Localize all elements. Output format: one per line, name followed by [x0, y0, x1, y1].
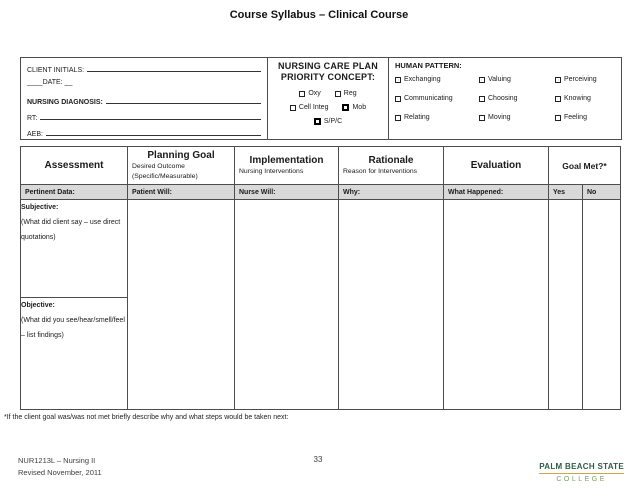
col-subtitle: Reason for Interventions — [343, 168, 418, 175]
prompt-yes: Yes — [549, 185, 583, 200]
checkbox-icon — [479, 96, 485, 102]
college-logo — [539, 456, 624, 483]
option-label: Reg — [343, 90, 357, 97]
priority-concept-title — [271, 61, 385, 83]
logo-text-college: COLLEGE — [556, 476, 607, 483]
col-title: Planning Goal — [147, 150, 215, 161]
option-label: Knowing — [564, 95, 591, 102]
nursing-diagnosis-line — [27, 95, 261, 111]
footer-course-info — [18, 455, 102, 479]
priority-row-1 — [271, 90, 385, 97]
col-title: Rationale — [368, 155, 414, 166]
option-label: Feeling — [564, 114, 587, 121]
priority-concept-title-line2: PRIORITY CONCEPT: — [280, 72, 376, 82]
checkbox-icon — [395, 77, 401, 83]
option-label: Relating — [404, 114, 430, 121]
checkbox-icon — [314, 118, 321, 125]
option-label: Mob — [352, 104, 367, 111]
table-body-row-subjective — [21, 200, 621, 298]
nursing-diagnosis-label: NURSING DIAGNOSIS: — [27, 99, 103, 106]
objective-cell — [21, 298, 128, 410]
option-label: Cell Integ — [298, 104, 329, 111]
checkbox-icon — [479, 77, 485, 83]
col-subtitle: (Specific/Measurable) — [132, 173, 198, 180]
human-pattern-grid — [395, 76, 617, 121]
col-subtitle: Nursing Interventions — [239, 168, 304, 175]
option-relating — [395, 114, 479, 121]
checkbox-icon — [395, 96, 401, 102]
human-pattern-box — [389, 58, 621, 139]
aeb-line — [27, 127, 261, 143]
priority-concept-box — [268, 58, 389, 139]
prompt-no: No — [583, 185, 621, 200]
col-title: Implementation — [249, 155, 324, 166]
col-title: Goal Met?* — [562, 160, 607, 171]
col-title: Evaluation — [470, 160, 522, 171]
human-pattern-title: HUMAN PATTERN: — [395, 61, 462, 70]
client-info-box — [21, 58, 268, 139]
rt-label: RT: — [27, 115, 38, 122]
goal-met-footnote: *If the client goal was/was not met briefly describe why and what steps would be taken next: — [4, 414, 289, 421]
page-number: 33 — [313, 455, 323, 464]
subjective-label: Subjective: — [21, 204, 59, 211]
checkbox-icon — [555, 115, 561, 121]
prompt-nurse-will: Nurse Will: — [235, 185, 339, 200]
checkbox-icon — [290, 105, 296, 111]
option-exchanging — [395, 76, 479, 83]
checkbox-icon — [395, 115, 401, 121]
checkbox-icon — [299, 91, 305, 97]
option-perceiving — [555, 76, 617, 83]
prompt-patient-will: Patient Will: — [128, 185, 235, 200]
subjective-cell — [21, 200, 128, 298]
footer-revised: Revised November, 2011 — [18, 468, 102, 477]
prompt-why: Why: — [339, 185, 444, 200]
checkbox-icon — [555, 96, 561, 102]
col-goal-met — [549, 147, 621, 185]
option-label: Choosing — [488, 95, 518, 102]
option-mob — [342, 104, 366, 111]
goal-met-yes-cell — [549, 200, 583, 410]
priority-row-2 — [271, 104, 385, 111]
aeb-label: AEB: — [27, 131, 43, 138]
option-label: Perceiving — [564, 76, 597, 83]
option-choosing — [479, 95, 555, 102]
objective-label: Objective: — [21, 302, 55, 309]
option-knowing — [555, 95, 617, 102]
goal-met-no-cell — [583, 200, 621, 410]
footer-course: NUR1213L – Nursing II — [18, 456, 96, 465]
date-line — [27, 79, 261, 95]
nursing-diagnosis-blank — [106, 95, 261, 104]
logo-text-palm-beach-state: PALM BEACH STATE — [539, 462, 624, 474]
table-prompt-row — [21, 185, 621, 200]
option-label: Valuing — [488, 76, 511, 83]
col-subtitle: Desired Outcome — [132, 163, 185, 170]
evaluation-entry-cell — [444, 200, 549, 410]
client-initials-line — [27, 63, 261, 79]
page-title: Course Syllabus – Clinical Course — [229, 9, 409, 21]
option-oxy — [299, 90, 320, 97]
checkbox-icon — [335, 91, 341, 97]
col-title: Assessment — [44, 160, 104, 171]
option-spc — [314, 118, 342, 125]
col-evaluation — [444, 147, 549, 185]
implementation-entry-cell — [235, 200, 339, 410]
col-planning-goal — [128, 147, 235, 185]
checkbox-icon — [555, 77, 561, 83]
option-cell-integ — [290, 104, 329, 111]
objective-hint: (What did you see/hear/smell/feel – list findings) — [21, 317, 125, 339]
option-moving — [479, 114, 555, 121]
prompt-what-happened: What Happened: — [444, 185, 549, 200]
rt-line — [27, 111, 261, 127]
option-valuing — [479, 76, 555, 83]
rt-blank — [40, 111, 261, 120]
checkbox-icon — [479, 115, 485, 121]
subjective-hint: (What did client say – use direct quotations) — [21, 219, 121, 241]
priority-concept-title-line1: NURSING CARE PLAN — [278, 61, 378, 71]
care-plan-table — [20, 146, 621, 410]
option-label: S/P/C — [323, 118, 343, 125]
priority-row-3 — [271, 118, 385, 125]
checkbox-icon — [342, 104, 349, 111]
option-label: Moving — [488, 114, 511, 121]
option-communicating — [395, 95, 479, 102]
client-initials-label: CLIENT INITIALS: — [27, 67, 85, 74]
option-label: Communicating — [404, 95, 453, 102]
table-header-row — [21, 147, 621, 185]
rationale-entry-cell — [339, 200, 444, 410]
option-reg — [335, 90, 357, 97]
prompt-pertinent-data: Pertinent Data: — [21, 185, 128, 200]
aeb-blank — [46, 127, 261, 136]
option-label: Oxy — [308, 90, 321, 97]
client-initials-blank — [87, 63, 261, 72]
col-assessment — [21, 147, 128, 185]
header-info-strip — [20, 57, 622, 140]
option-feeling — [555, 114, 617, 121]
col-rationale — [339, 147, 444, 185]
planning-entry-cell — [128, 200, 235, 410]
option-label: Exchanging — [404, 76, 441, 83]
date-label: ____DATE: __ — [27, 79, 73, 86]
col-implementation — [235, 147, 339, 185]
